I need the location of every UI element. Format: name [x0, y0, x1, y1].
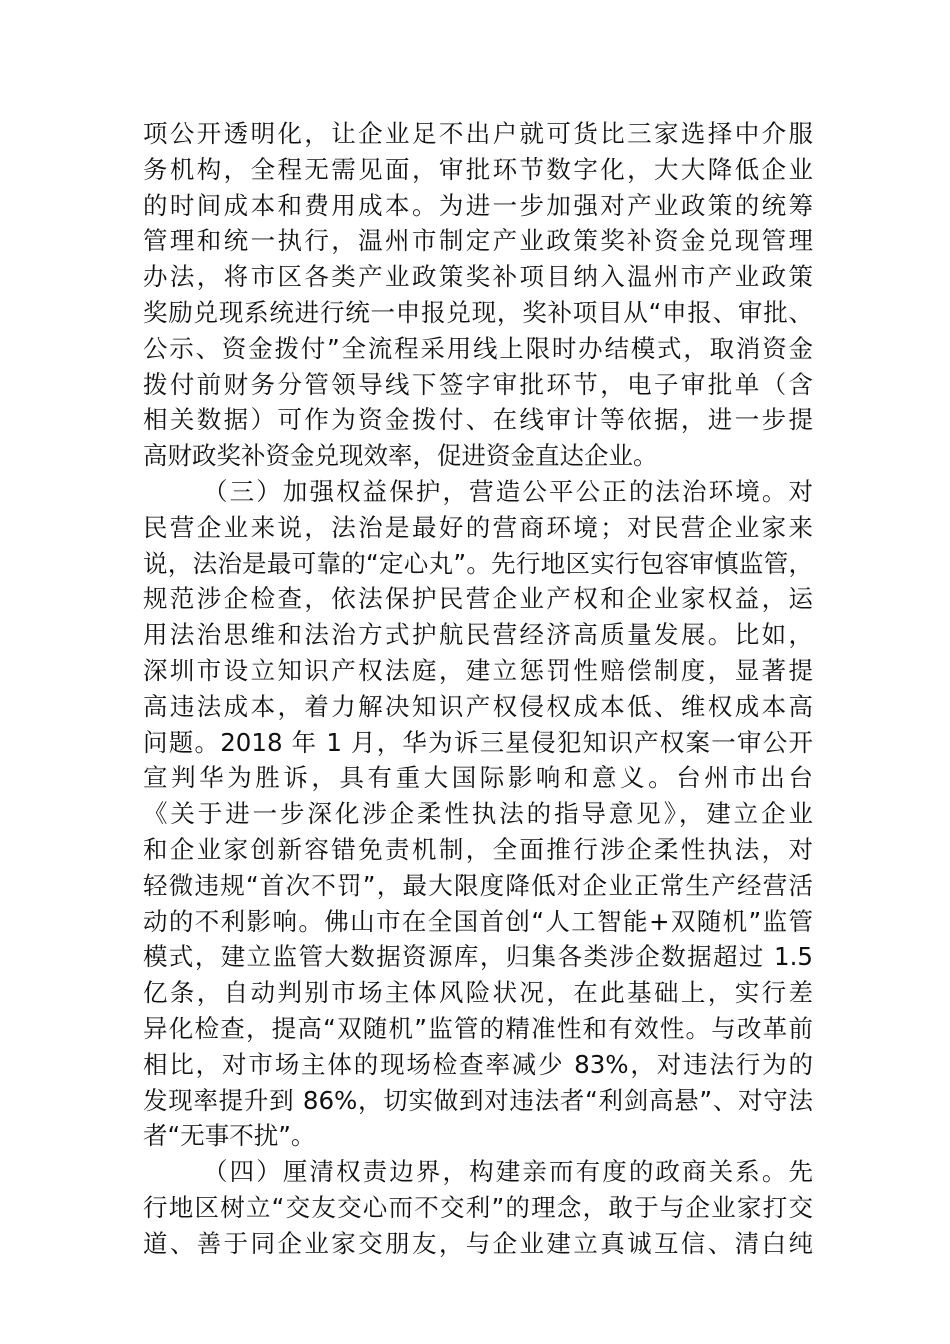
- text-line: 项公开透明化，让企业足不出户就可货比三家选择中介服: [143, 119, 813, 148]
- text-line: 《关于进一步深化涉企柔性执法的指导意见》，建立企业: [143, 799, 813, 829]
- text-line: 道、善于同企业家交朋友，与企业建立真诚互信、清白纯: [143, 1228, 813, 1258]
- paragraph-heading-line: （四）厘清权责边界，构建亲而有度的政商关系。先: [203, 1157, 813, 1187]
- text-line: 拨付前财务分管领导线下签字审批环节，电子审批单（含: [143, 369, 813, 399]
- body-text: [143, 116, 813, 1262]
- text-line: 亿条，自动判别市场主体风险状况，在此基础上，实行差: [143, 978, 813, 1008]
- text-line: 公示、资金拨付”全流程采用线上限时办结模式，取消资金: [143, 333, 813, 363]
- text-line: 相比，对市场主体的现场检查率减少 83%，对违法行为的: [143, 1049, 813, 1079]
- text-line: 奖励兑现系统进行统一申报兑现，奖补项目从“申报、审批、: [143, 297, 813, 327]
- text-line: 用法治思维和法治方式护航民营经济高质量发展。比如，: [143, 620, 813, 650]
- text-line: 者“无事不扰”。: [143, 1121, 316, 1151]
- text-line: 高违法成本，着力解决知识产权侵权成本低、维权成本高: [143, 691, 813, 721]
- text-line: 动的不利影响。佛山市在全国首创“人工智能+双随机”监管: [143, 906, 813, 936]
- text-line: 说，法治是最可靠的“定心丸”。先行地区实行包容审慎监管，: [143, 548, 813, 578]
- text-line: 问题。2018 年 1 月，华为诉三星侵犯知识产权案一审公开: [143, 727, 813, 757]
- text-line: 发现率提升到 86%，切实做到对违法者“利剑高悬”、对守法: [143, 1085, 813, 1115]
- text-line: 务机构，全程无需见面，审批环节数字化，大大降低企业: [143, 154, 813, 184]
- text-line: 办法，将市区各类产业政策奖补项目纳入温州市产业政策: [143, 262, 813, 292]
- text-line: 的时间成本和费用成本。为进一步加强对产业政策的统筹: [143, 190, 813, 220]
- text-line: 民营企业来说，法治是最好的营商环境；对民营企业家来: [143, 512, 813, 542]
- paragraph-heading-line: （三）加强权益保护，营造公平公正的法治环境。对: [203, 476, 813, 506]
- text-line: 深圳市设立知识产权法庭，建立惩罚性赔偿制度，显著提: [143, 655, 813, 685]
- text-line: 异化检查，提高“双随机”监管的精准性和有效性。与改革前: [143, 1013, 813, 1043]
- text-line: 行地区树立“交友交心而不交利”的理念，敢于与企业家打交: [143, 1192, 813, 1222]
- text-line: 和企业家创新容错免责机制，全面推行涉企柔性执法，对: [143, 834, 813, 864]
- text-line: 相关数据）可作为资金拨付、在线审计等依据，进一步提: [143, 405, 813, 435]
- text-line: 高财政奖补资金兑现效率，促进资金直达企业。: [143, 441, 658, 471]
- text-line: 模式，建立监管大数据资源库，归集各类涉企数据超过 1.5: [143, 942, 813, 972]
- text-line: 规范涉企检查，依法保护民营企业产权和企业家权益，运: [143, 584, 813, 614]
- text-line: 宣判华为胜诉，具有重大国际影响和意义。台州市出台: [143, 763, 813, 793]
- text-line: 轻微违规“首次不罚”，最大限度降低对企业正常生产经营活: [143, 870, 813, 900]
- text-line: 管理和统一执行，温州市制定产业政策奖补资金兑现管理: [143, 226, 813, 256]
